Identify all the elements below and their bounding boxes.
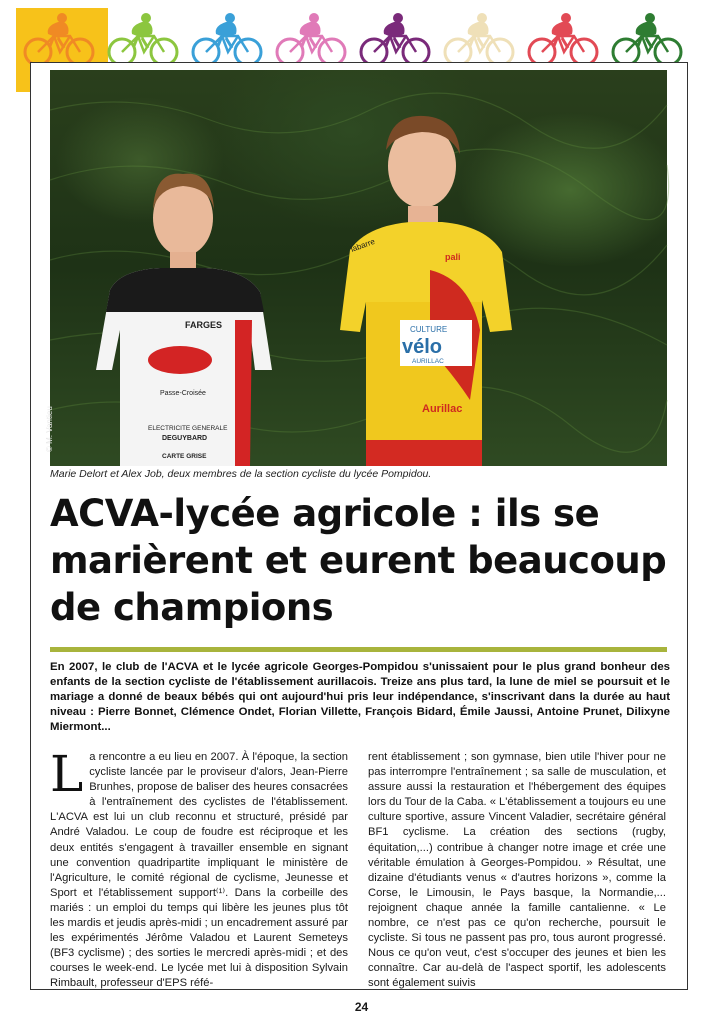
- person-marie: [96, 174, 272, 466]
- cyclist-icon-purple: [361, 13, 429, 65]
- jersey-text-labarre: labarre: [349, 236, 377, 254]
- jersey-text-velo: vélo: [402, 336, 443, 358]
- cyclist-icon-blue: [193, 13, 261, 65]
- jersey-text-aurillac-logo: Aurillac: [422, 403, 463, 415]
- headline-rule: [50, 647, 667, 652]
- cyclist-icon-red: [529, 13, 597, 65]
- jersey-text-pali: pali: [445, 252, 461, 262]
- photo-credit: © M. Vantieu: [45, 406, 54, 452]
- photo-caption: Marie Delort et Alex Job, deux membres de la section cycliste du lycée Pompidou.: [50, 468, 432, 480]
- jersey-text-aurillac: AURILLAC: [412, 358, 444, 365]
- jersey-text-culture: CULTURE: [410, 325, 448, 334]
- jersey-text-carte: CARTE GRISE: [162, 453, 207, 460]
- cyclist-banner: [16, 8, 692, 70]
- article-photo: [45, 70, 667, 466]
- photo-illustration: [50, 70, 667, 466]
- jersey-text-farges: FARGES: [185, 320, 223, 330]
- person-alex: [340, 116, 512, 466]
- jersey-text-passe: Passe-Croisée: [160, 390, 206, 397]
- jersey-text-deguybard: DEGUYBARD: [162, 435, 208, 442]
- jersey-text-elec: ELECTRICITE GENERALE: [148, 425, 228, 432]
- cyclist-icon-beige: [445, 13, 513, 65]
- cyclist-icon-green: [109, 13, 177, 65]
- body-column-left-text: a rencontre a eu lieu en 2007. À l'époque, la section cycliste lancée par le proviseur d'alors, Jean-Pierre Brunhes, propose de baliser des heures consacrées à l'entraînement des cyclistes de l'établissement. L'ACVA est lui un club reconnu et structuré, présidé par André Valadou. Le coup de foudre est réciproque et les deux entités s'engagent à travailler ensemble en signant une convention quadripartite impliquant le ministère de l'Agriculture, le comité régional de cyclisme, Jeunesse et Sport et l'établissement support⁽¹⁾. Dans la corbeille des mariés : un emploi du temps qui libère les jeunes plus tôt les mardis et jeudis après-midi ; un encadrement assuré par les expérimentés Jérôme Valadou et Laurent Semeteys (BF3 cyclisme) ; des sorties le mercredi après-midi ; et des courses le week-end. Le lycée met lui à disposition Sylvain Rimbault, professeur d'EPS réfé-: [50, 751, 348, 990]
- cyclist-icon-orange: [25, 13, 93, 65]
- body-column-right: rent établissement ; son gymnase, bien utile l'hiver pour ne pas interrompre l'entraînement ; sa salle de musculation, et assure aussi la restauration et l'hébergement des équipes lors du Tour de la Caba. « L'établissement a toujours eu une culture sportive, assure Vincent Valadier, secrétaire général BF1 cyclisme. La création des sections (rugby, équitation,...) contribue à changer notre image et crée une véritable émulation à Georges-Pompidou. » Résultat, une dizaine d'étudiants venus « d'autres horizons », comme la Corse, le Limousin, le Pays basque, la Normandie,... rejoignent chaque année la famille cantalienne. « Le nombre, ce n'est pas ce qu'on recherche, poursuit le cycliste. Si tous ne passent pas pro, tous auront progressé. Nous ce qu'on veut, c'est s'occuper des jeunes et bien les connaître. Car au-delà de l'aspect sportif, les adolescents sont également suivis: [368, 751, 666, 990]
- page-number: 24: [354, 1000, 369, 1014]
- drop-cap: L: [50, 745, 84, 803]
- cyclist-icon-pink: [277, 13, 345, 65]
- article-headline: ACVA-lycée agricole : ils se marièrent et eurent beaucoup de champions: [50, 492, 667, 629]
- cyclist-icon-darkgreen: [613, 13, 681, 65]
- body-column-left: [50, 745, 348, 992]
- cyclist-icons-row: [16, 8, 692, 70]
- article-lede: En 2007, le club de l'ACVA et le lycée agricole Georges-Pompidou s'unissaient pour le plus grand bonheur des enfants de la section cycliste de l'établissement aurillacois. Treize ans plus tard, la lune de miel se poursuit et le mariage a donné de beaux bébés qui ont aujourd'hui pris leur indépendance, s'inscrivant dans la durée au haut niveau : Pierre Bonnet, Clémence Ondet, Florian Villette, François Bidard, Émile Jaussi, Antoine Prunet, Dilixyne Miermont...: [50, 661, 670, 733]
